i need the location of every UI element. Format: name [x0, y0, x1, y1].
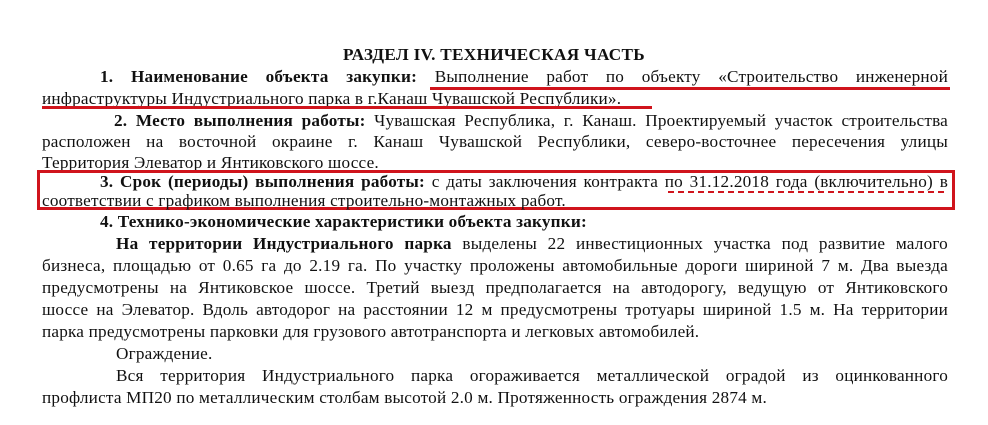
item4-para1-text-line2: бизнеса, площадью от 0.65 га до 2.19 га. По участку проложены автомобильные дороги шириной 7 м. Два выезда	[42, 256, 948, 275]
item3-line2	[42, 190, 948, 212]
item4-para3-line2	[42, 387, 948, 409]
item4-para1-text-line5: парка предусмотрены парковки для грузового автотранспорта и легковых автомобилей.	[42, 322, 700, 341]
item2-text-line2: расположен на восточной окраине г. Канаш Чувашской Республики, северо-восточнее пересечения улицы	[42, 132, 948, 151]
item4-para1-line2	[42, 255, 948, 277]
item4-line-heading	[42, 211, 948, 233]
item1-text-line1: Выполнение работ по объекту «Строительство инженерной	[434, 67, 948, 86]
item2-label: 2. Место выполнения работы:	[114, 111, 366, 130]
item1-text-line2: инфраструктуры Индустриального парка в г.Канаш Чувашской Республики».	[42, 89, 622, 108]
item4-para2-text: Ограждение.	[116, 344, 213, 363]
item4-para1-line1	[42, 233, 948, 255]
item4-para1-line4	[42, 299, 948, 321]
item4-para3-text-line2: профлиста МП20 по металлическим столбам высотой 2.0 м. Протяженность ограждения 2874 м.	[42, 388, 767, 407]
item4-para1-text-line4: шоссе на Элеватор. Вдоль автодорог на расстоянии 12 м предусмотрены тротуары шириной 1.5 м. На территории	[42, 300, 948, 319]
item1-line1	[42, 66, 948, 88]
item4-para3-line1	[42, 365, 948, 387]
item4-para1-line3	[42, 277, 948, 299]
item2-line1	[42, 110, 948, 132]
item4-para2	[42, 343, 948, 365]
item2-text-line1: Чувашская Республика, г. Канаш. Проектируемый участок строительства	[374, 111, 948, 130]
section-title: РАЗДЕЛ IV. ТЕХНИЧЕСКАЯ ЧАСТЬ	[343, 45, 645, 64]
item3-text-line1: с даты заключения контракта по 31.12.2018 года (включительно) в	[431, 172, 949, 191]
item4-label: 4. Технико-экономические характеристики объекта закупки:	[100, 212, 587, 231]
item4-para1-bold: На территории Индустриального парка	[116, 234, 452, 253]
item1-label: 1. Наименование объекта закупки:	[100, 67, 418, 86]
item4-para1-text-line3: предусмотрены на Янтиковское шоссе. Третий выезд предполагается на автодорогу, ведущую от Янтиковского	[42, 278, 948, 297]
item4-para1-line5	[42, 321, 948, 343]
item3-label: 3. Срок (периоды) выполнения работы:	[100, 172, 425, 191]
item4-para3-text-line1: Вся территория Индустриального парка огораживается металлической оградой из оцинкованного	[116, 366, 948, 385]
item4-para1-text-line1: выделены 22 инвестиционных участка под развитие малого	[462, 234, 948, 253]
highlight-underline	[430, 87, 950, 90]
highlight-underline	[42, 106, 652, 109]
item3-text-line2: соответствии с графиком выполнения строительно-монтажных работ.	[42, 191, 566, 210]
item2-line2	[42, 131, 948, 153]
item2-text-line3: Территория Элеватор и Янтиковского шоссе.	[42, 153, 379, 172]
